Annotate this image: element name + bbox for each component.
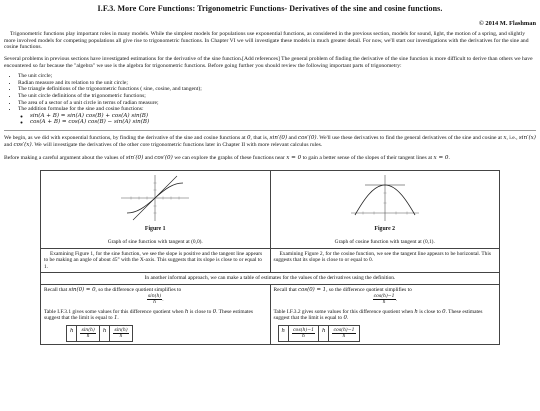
careful-argument-paragraph: Before making a careful argument about the values of sin′(0) and cos′(0) we can explore the graphs of these functions near x = 0 to gain a better sense of the slopes of their tangent lines at x = 0.: [4, 155, 450, 162]
derivatives-paragraph: We begin, as we did with exponential functions, by finding the derivative of the sine and cosine functions at 0, that is, sin′(0) and cos′(0). We'll use these derivatives to find the general derivatives of the sine and cosine at x, i.e., sin′(x) and cos′(x). We will investigate the derivatives of the other core trigonometric functions later in Chapter II with more relevant calculus rules.: [4, 134, 536, 148]
sine-table-description: Table I.F.3.1 gives some values for this difference quotient when h is close to 0. These estimates suggest that the limit is equal to 1.: [44, 308, 253, 322]
document-page: [0, 6, 540, 345]
figure-1-explanation: Examining Figure 1, for the sine function, we see the slope is positive and the tangent line appears to be making an angle of about 45° with the X-axis. This suggests that its slope is close to or equal to 1.: [41, 248, 271, 272]
table-header-quotient: $\frac{\sin(h)}{h}$: [110, 325, 132, 341]
table-header-quotient: $\frac{\cos(h)-1}{h}$: [329, 325, 359, 341]
figure-1-cell: [41, 170, 271, 248]
sine-recall-line: Recall that sin(0) = 0, so the difference quotient simplifies to: [44, 286, 182, 293]
trig-topics-list: [4, 73, 536, 126]
cosine-difference-quotient: $\frac{\cos(h)-1}{h}$ .: [373, 293, 397, 305]
cosine-table-description: Table I.F.3.2 gives some values for this difference quotient when h is close to 0. These estimates suggest that the limit is equal to 0.: [273, 308, 483, 322]
figure-1-label: Figure 1: [144, 226, 166, 233]
list-item: • The unit circle;: [18, 73, 536, 80]
table-header-quotient: $\frac{\sin(h)}{h}$: [77, 325, 99, 341]
figure-2-label: Figure 2: [374, 226, 396, 233]
table-header-h: h: [278, 325, 288, 341]
cosine-addition-formula: ◦ cos(A + B) = cos(A) cos(B) − sin(A) sin(B): [30, 119, 536, 126]
informal-approach-row: In another informal approach, we can make a table of estimates for the values of the derivatives using the definition.: [41, 273, 500, 284]
sine-graph-figure: [119, 173, 191, 223]
table-header-h: h: [99, 325, 109, 341]
list-item: • Radian measure and its relation to the unit circle;: [18, 80, 536, 87]
cosine-quotient-cell: [270, 284, 500, 344]
sine-difference-quotient: $\frac{\sin(h)}{h}$ .: [147, 293, 164, 305]
cosine-recall-line: Recall that cos(0) = 1, so the difference quotient simplifies to: [273, 286, 412, 293]
cosine-graph-figure: [349, 173, 421, 223]
table-header-quotient: $\frac{\cos(h)-1}{h}$: [288, 325, 318, 341]
intro-paragraph: Trigonometric functions play important roles in many models. While the simplest models for populations use exponential functions, as considered in the previous section, models for sound, light, the motion of a spring, and slightly more involved models for competing populations all give rise to trigonometric functions. In Chapter VI we will investigate these models in much greater detail. For now, we'll start our investigations with the derivatives for the sine and cosine functions.: [4, 31, 529, 51]
sine-values-table: [66, 325, 133, 342]
list-item: • The triangle definitions of the trigonometric functions ( sine, cosine, and tangent);: [18, 86, 536, 93]
list-item-label: The addition formulae for the sine and cosine functions:: [18, 106, 144, 113]
sine-addition-formula: ◦ sin(A + B) = sin(A) cos(B) + cos(A) sin(B): [30, 113, 536, 120]
figure-1-caption: Graph of sine function with tangent at (0,0).: [107, 238, 203, 245]
sine-quotient-cell: [41, 284, 271, 344]
figures-table: [40, 170, 500, 345]
figure-2-caption: Graph of cosine function with tangent at (0,1).: [334, 238, 435, 245]
page-title: I.F.3. More Core Functions: Trigonometric Functions- Derivatives of the sine and cosine functions.: [97, 4, 443, 13]
section-divider: [4, 130, 536, 131]
list-item: • The area of a sector of a unit circle in terms of radian measure;: [18, 100, 536, 107]
review-paragraph: Several problems in previous sections have investigated estimations for the derivative of the sine function.[Add references] The general problem of finding the derivative of the sine function is more difficult to derive than others we have encountered so far because the "algebra" we use is the algebra for trigonometric functions. Before going further you should review the following important parts of trigonometry:: [4, 55, 533, 69]
cosine-values-table: [278, 325, 360, 342]
list-item: [18, 106, 536, 126]
list-item: • The unit circle definitions of the trigonometric functions;: [18, 93, 536, 100]
addition-formulas-list: [18, 113, 536, 126]
table-header-h: h: [319, 325, 329, 341]
copyright-notice: © 2014 M. Flashman: [479, 19, 536, 27]
figure-2-cell: [270, 170, 500, 248]
figure-2-explanation: Examining Figure 2, for the cosine function, we see the tangent line appears to be horizontal. This suggests that its slope is close to or equal to 0.: [270, 248, 500, 272]
table-header-h: h: [67, 325, 77, 341]
